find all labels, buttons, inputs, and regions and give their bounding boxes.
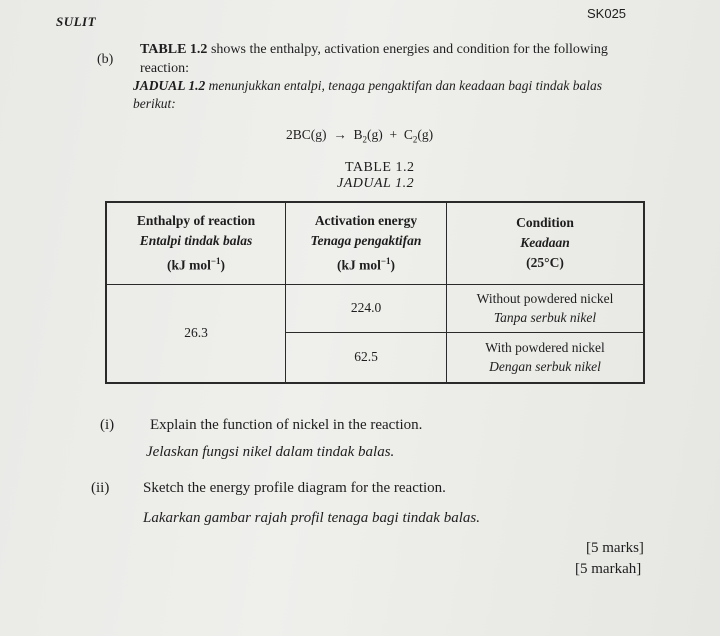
data-table <box>105 201 645 384</box>
intro-english-text: shows the enthalpy, activation energies and condition for the following reaction: <box>140 42 608 76</box>
question-2-malay: Lakarkan gambar rajah profil tenaga bagi tindak balas. <box>143 510 480 526</box>
activation-value-without-nickel: 224.0 <box>286 284 447 332</box>
marks-malay: [5 markah] <box>575 561 642 577</box>
question-1-malay: Jelaskan fungsi nikel dalam tindak balas. <box>146 444 395 460</box>
equation-arrow: → <box>333 127 347 142</box>
equation-product-2: $C_2(g)$ <box>403 127 434 145</box>
activation-value-with-nickel: 62.5 <box>286 332 447 383</box>
equation-reactant: 2BC(g) <box>286 127 327 142</box>
header-enthalpy: Enthalpy of reaction Entalpi tindak balas (kJ mol$^{-1}$) <box>106 202 286 284</box>
table-title-english: TABLE 1.2 <box>345 160 415 175</box>
header-condition: Condition Keadaan (25°C) <box>447 202 645 284</box>
question-2-number: (ii) <box>91 480 110 496</box>
equation-product-1: $B_2(g)$ <box>353 127 383 145</box>
intro-english <box>140 40 610 78</box>
intro-malay-text: menunjukkan entalpi, tenaga pengaktifan dan keadaan bagi tindak balas berikut: <box>133 78 602 111</box>
condition-with-nickel: With powdered nickel Dengan serbuk nikel <box>447 332 645 383</box>
equation-plus: + <box>389 127 398 142</box>
condition-without-nickel: Without powdered nickel Tanpa serbuk nikel <box>447 284 645 332</box>
question-1-number: (i) <box>100 417 115 433</box>
table-header-row <box>106 202 644 284</box>
question-1-english: Explain the function of nickel in the reaction. <box>150 417 423 433</box>
reaction-equation <box>286 127 433 145</box>
intro-malay <box>133 77 613 113</box>
intro-malay-table-ref: JADUAL 1.2 <box>133 78 206 93</box>
table-row <box>106 284 644 332</box>
part-label: (b) <box>97 52 114 67</box>
header-sulit: SULIT <box>56 14 97 29</box>
intro-table-ref: TABLE 1.2 <box>140 42 208 57</box>
header-course-code: SK025 <box>587 6 627 21</box>
table-title-malay: JADUAL 1.2 <box>337 176 415 191</box>
question-2-english: Sketch the energy profile diagram for the reaction. <box>143 480 446 496</box>
marks-english: [5 marks] <box>586 540 644 556</box>
enthalpy-value: 26.3 <box>106 284 286 383</box>
header-activation-energy: Activation energy Tenaga pengaktifan (kJ mol$^{-1}$) <box>286 202 447 284</box>
